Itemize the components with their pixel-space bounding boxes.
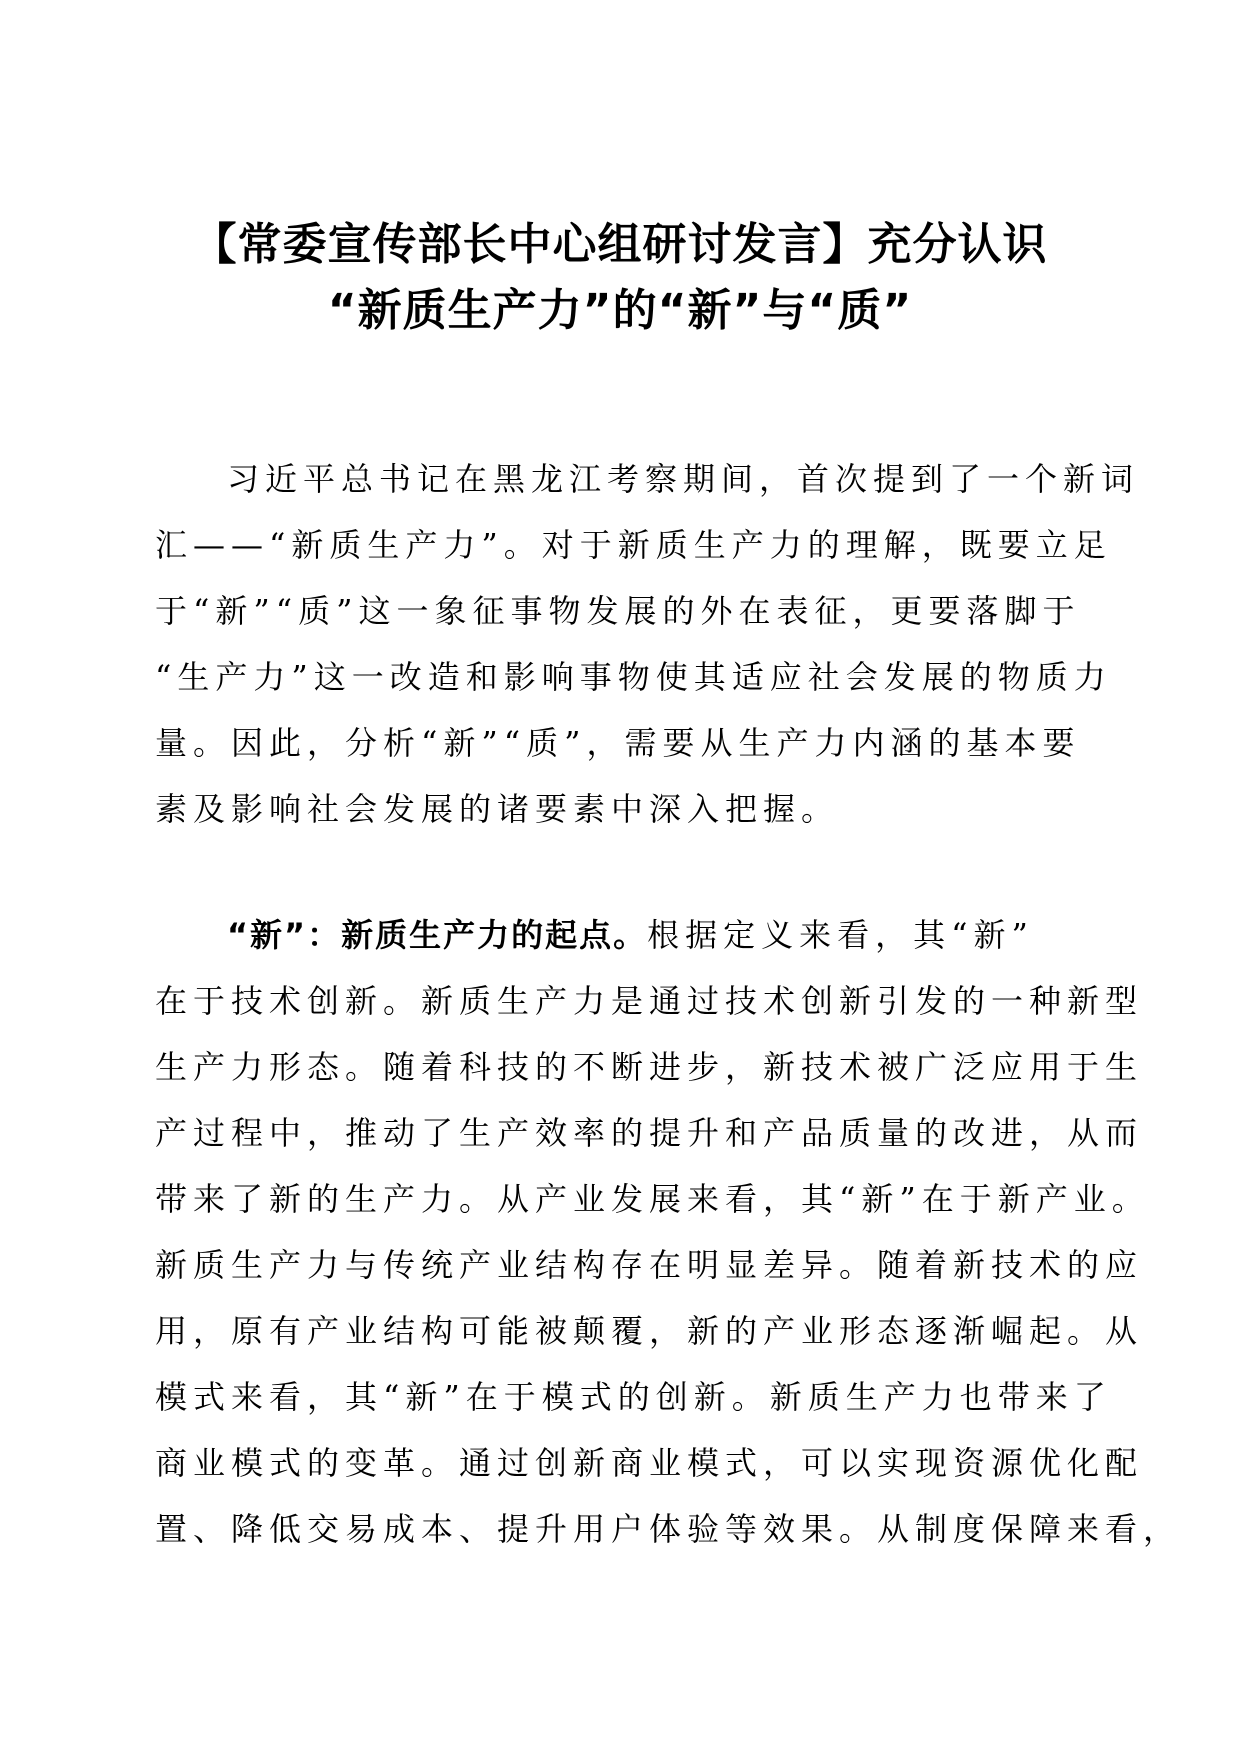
- paragraph-first-line: [155, 902, 1075, 968]
- paragraph-line: 带来了新的生产力。从产业发展来看，其“新”在于新产业。: [155, 1180, 1150, 1218]
- paragraph-line: 置、降低交易成本、提升用户体验等效果。从制度保障来看，: [155, 1510, 1182, 1548]
- paragraph-line: 在于技术创新。新质生产力是通过技术创新引发的一种新型: [155, 982, 1144, 1020]
- title-line-1: 【常委宣传部长中心组研讨发言】充分认识: [192, 219, 1048, 270]
- section-heading: “新”：新质生产力的起点。: [227, 916, 648, 954]
- paragraph-line: “生产力”这一改造和影响事物使其适应社会发展的物质力: [155, 658, 1112, 696]
- paragraph-new: [155, 902, 1182, 1562]
- paragraph-line: 模式来看，其“新”在于模式的创新。新质生产力也带来了: [155, 1378, 1112, 1416]
- title-line-2: “新质生产力”的“新”与“质”: [327, 285, 913, 336]
- paragraph-line: 用，原有产业结构可能被颠覆，新的产业形态逐渐崛起。从: [155, 1312, 1144, 1350]
- paragraph-line: 素及影响社会发展的诸要素中深入把握。: [155, 790, 840, 828]
- paragraph-line: 量。因此，分析“新”“质”，需要从生产力内涵的基本要: [155, 724, 1081, 762]
- paragraph-line: 汇——“新质生产力”。对于新质生产力的理解，既要立足: [155, 526, 1112, 564]
- paragraph-intro: [155, 446, 1140, 842]
- paragraph-line: 习近平总书记在黑龙江考察期间，首次提到了一个新词: [227, 460, 1140, 498]
- paragraph-line: 产过程中，推动了生产效率的提升和产品质量的改进，从而: [155, 1114, 1144, 1152]
- paragraph-line: 生产力形态。随着科技的不断进步，新技术被广泛应用于生: [155, 1048, 1144, 1086]
- document-title: [150, 212, 1090, 344]
- paragraph-line: 于“新”“质”这一象征事物发展的外在表征，更要落脚于: [155, 592, 1081, 630]
- paragraph-line: 新质生产力与传统产业结构存在明显差异。随着新技术的应: [155, 1246, 1144, 1284]
- paragraph-first-line-text: 根据定义来看，其“新”: [647, 916, 1034, 954]
- paragraph-line: 商业模式的变革。通过创新商业模式，可以实现资源优化配: [155, 1444, 1144, 1482]
